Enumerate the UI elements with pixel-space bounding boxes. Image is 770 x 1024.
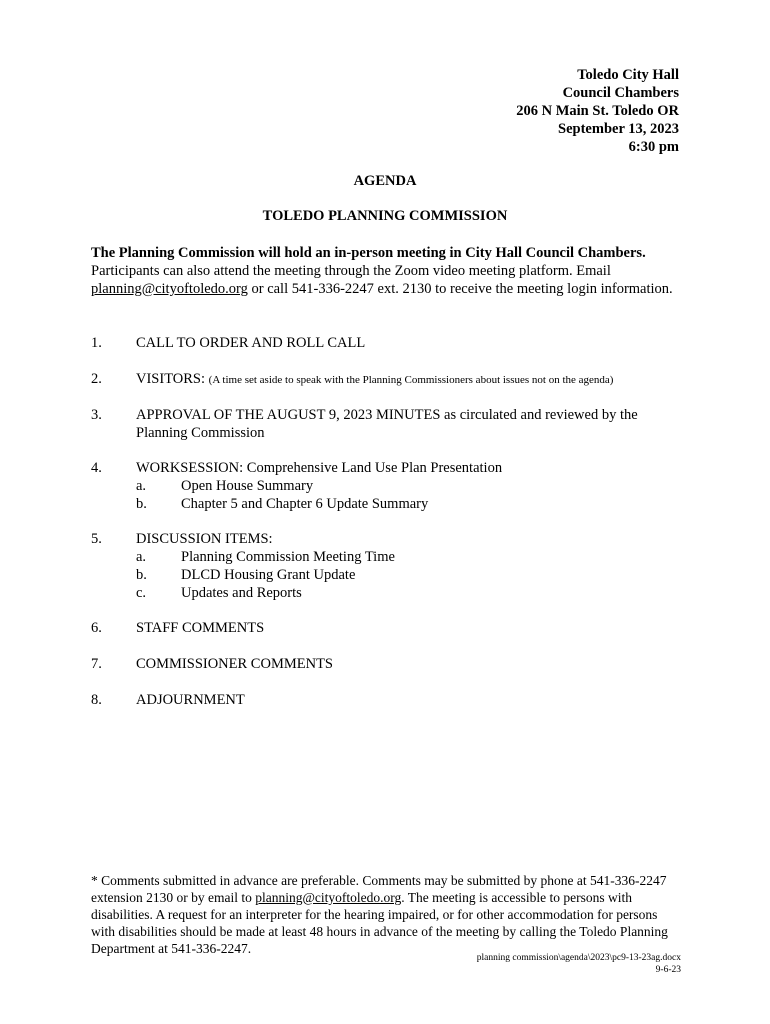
- item-number: 4.: [91, 460, 102, 476]
- item-number: 1.: [91, 335, 102, 351]
- item-number: 7.: [91, 656, 102, 672]
- item-number: 6.: [91, 620, 102, 636]
- sub-item: [136, 548, 696, 566]
- file-reference: [477, 952, 681, 976]
- item-text: ADJOURNMENT: [136, 692, 245, 708]
- footnote-email-link[interactable]: planning@cityoftoledo.org: [255, 890, 402, 905]
- item-text: DISCUSSION ITEMS:: [136, 531, 273, 547]
- meeting-date: September 13, 2023: [558, 121, 679, 137]
- item-number: 5.: [91, 531, 102, 547]
- intro-lead: The Planning Commission will hold an in-person meeting in City Hall Council Chambers.: [91, 245, 646, 261]
- intro-paragraph: [91, 244, 691, 298]
- sub-item-text: Updates and Reports: [181, 585, 302, 601]
- sub-item-letter: a.: [136, 549, 147, 565]
- footnote: [91, 872, 681, 957]
- venue-name: Toledo City Hall: [577, 67, 679, 83]
- sub-item-letter: b.: [136, 496, 147, 512]
- sub-item: [136, 477, 696, 495]
- sub-item-text: Chapter 5 and Chapter 6 Update Summary: [181, 496, 429, 512]
- sub-item-letter: c.: [136, 585, 147, 601]
- email-link[interactable]: planning@cityoftoledo.org: [91, 281, 248, 297]
- sub-item-letter: b.: [136, 567, 147, 583]
- agenda-title: AGENDA: [353, 173, 417, 189]
- item-text: COMMISSIONER COMMENTS: [136, 656, 333, 672]
- item-text: WORKSESSION: Comprehensive Land Use Plan Presentation: [136, 460, 503, 476]
- item-number: 8.: [91, 692, 102, 708]
- commission-title: TOLEDO PLANNING COMMISSION: [262, 208, 508, 224]
- venue-room: Council Chambers: [562, 85, 679, 101]
- footnote-text-1: * Comments submitted in advance are preferable. Comments may be submitted by phone at 541-336-2247 extension 2130 or by email to: [91, 873, 667, 905]
- intro-text-1: Participants can also attend the meeting through the Zoom video meeting platform. Email: [91, 263, 611, 279]
- sub-item: [136, 566, 696, 584]
- sub-item-text: DLCD Housing Grant Update: [181, 567, 356, 583]
- meeting-time: 6:30 pm: [628, 139, 679, 155]
- file-path: planning commission\agenda\2023\pc9-13-23ag.docx: [476, 953, 681, 963]
- item-number: 2.: [91, 371, 102, 387]
- sub-item: [136, 584, 696, 602]
- item-text: APPROVAL OF THE AUGUST 9, 2023 MINUTES as circulated and reviewed by the Planning Commission: [136, 407, 638, 441]
- sub-item-text: Open House Summary: [181, 478, 314, 494]
- meeting-header: [516, 66, 679, 156]
- item-text: CALL TO ORDER AND ROLL CALL: [136, 335, 366, 351]
- sub-item: [136, 495, 696, 513]
- item-text: STAFF COMMENTS: [136, 620, 265, 636]
- sub-item-text: Planning Commission Meeting Time: [181, 549, 395, 565]
- item-note: (A time set aside to speak with the Planning Commissioners about issues not on the agenda): [208, 374, 614, 386]
- sub-item-letter: a.: [136, 478, 147, 494]
- item-number: 3.: [91, 407, 102, 423]
- venue-address: 206 N Main St. Toledo OR: [516, 103, 679, 119]
- intro-text-2: or call 541-336-2247 ext. 2130 to receive the meeting login information.: [247, 281, 673, 297]
- item-text: VISITORS:: [136, 371, 209, 387]
- file-date: 9-6-23: [655, 965, 681, 975]
- footnote-text-2: . The meeting is accessible to persons with disabilities. A request for an interpreter for the hearing impaired, or for other accommodation for persons with disabilities should be made at least 48 hours in advance of the meeting by calling the Toledo Planning Department at 541-336-2247.: [91, 890, 668, 956]
